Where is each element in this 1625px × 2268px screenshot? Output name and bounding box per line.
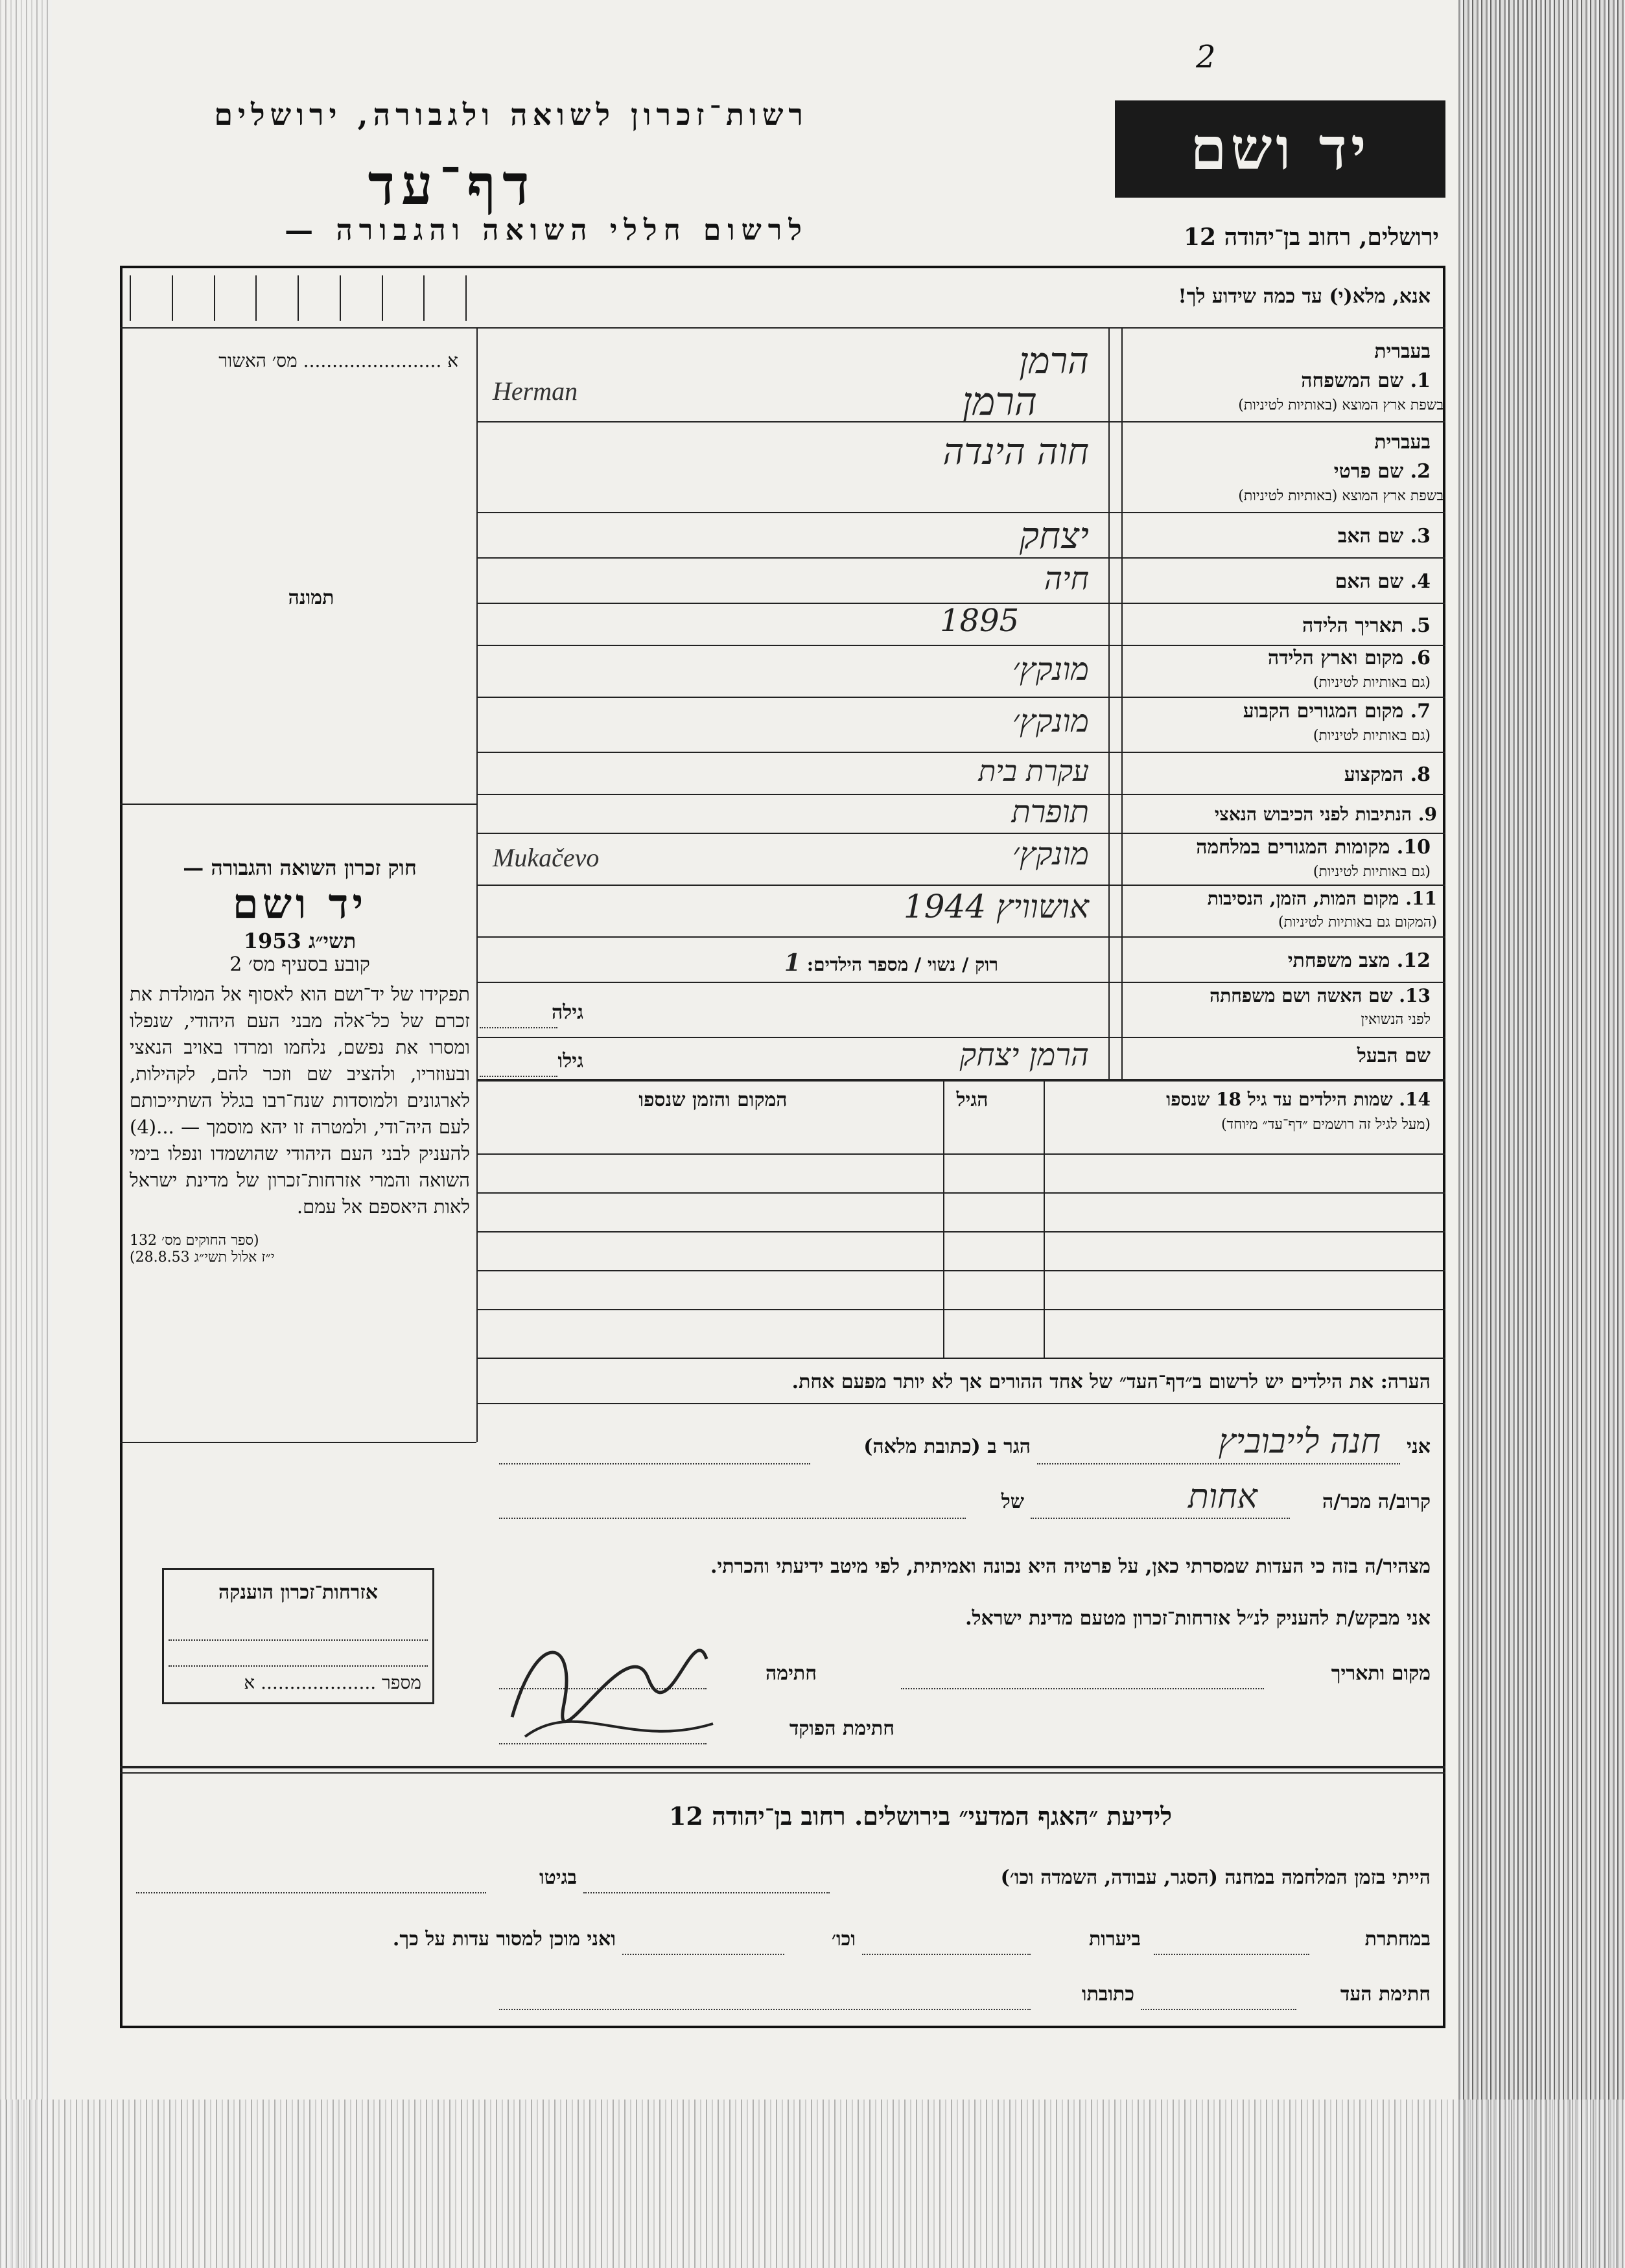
- etc-line: [622, 1954, 784, 1955]
- name-line: [1037, 1463, 1400, 1464]
- field-2-label: 2. שם פרטי: [1333, 460, 1431, 483]
- rule: [476, 1192, 1445, 1194]
- law-text: תפקידו של יד־ושם הוא לאסוף אל המולדת את זכרם של כל־אלה מבני העם היהודי, שנפלו ומסרו את נפשם, נלחמו ומרדו באויב הנאצי ובעוזריו, ולהציב שם וזכר להם, לקהילות, לארגונים ולמוסדות שנח־רבו בגלל השתייכותם לעם היה־ודי, ולמטרה זו יהא מוסמך — ...(4) להעניק לבני העם היהודי שהושמדו ונפלו בימי השואה והמרי אזרחות־זכרון של מדינת ישראל לאות היאספם אל עמם.: [130, 983, 470, 1218]
- given-name: חוה הינדה: [942, 431, 1089, 473]
- rule: [1044, 1079, 1045, 1358]
- etc-label: וכו׳: [832, 1928, 856, 1950]
- law-ref2: י״ז אלול תשי״ג 28.8.53): [130, 1249, 275, 1266]
- certificate-label: א ........................ מס׳ האשור: [218, 350, 458, 371]
- surname-lat: Herman: [493, 376, 578, 406]
- law-ref1: (ספר החוקים מס׳ 132: [130, 1232, 259, 1249]
- rule: [120, 1766, 1445, 1768]
- yad-vashem-logo: יד ושם: [1115, 100, 1445, 198]
- marital-options: רוק / נשוי / מספר הילדים: 1: [784, 949, 998, 977]
- wife-age-label: גילה: [551, 1001, 583, 1024]
- authority-title: רשות־זכרון לשואה ולגבורה, ירושלים: [214, 97, 808, 132]
- mother-name: חיה: [1044, 561, 1089, 597]
- rule: [476, 982, 1445, 983]
- photo-label: תמונה: [288, 586, 334, 609]
- rule: [476, 1153, 1445, 1155]
- lang-hebrew-1: בעברית: [1374, 340, 1431, 363]
- witness-address-line: [499, 2009, 1031, 2010]
- rule: [476, 936, 1445, 938]
- rule: [476, 697, 1445, 698]
- rule: [1121, 327, 1123, 1079]
- wife-age-line: [480, 1027, 557, 1028]
- scan-noise-left: [0, 0, 52, 2268]
- footer-line1: הייתי בזמן המלחמה במחנה (הסגר, עבודה, השמדה וכו׳): [1000, 1866, 1431, 1889]
- code-boxes: [130, 275, 467, 321]
- request: אני מבקש/ת להעניק לנ״ל אזרחות־זכרון מטעם מדינת ישראל.: [965, 1607, 1431, 1630]
- scan-noise-bottom: [0, 2100, 1625, 2268]
- field-3-label: 3. שם האב: [1337, 525, 1431, 548]
- relation-value: אחות: [1188, 1477, 1257, 1516]
- birth-place: מונקץ׳: [1012, 651, 1089, 688]
- rule: [476, 752, 1445, 753]
- relative-label: קרוב/ה מכר/ה: [1322, 1490, 1431, 1513]
- field-13-sub: לפני הנשואין: [1361, 1012, 1431, 1028]
- residence: מונקץ׳: [1012, 703, 1089, 739]
- witness-sign-label: חתימת העד: [1340, 1983, 1431, 2006]
- forests-label: ביערות: [1088, 1928, 1141, 1950]
- forests-line: [862, 1954, 1031, 1955]
- father-name: יצחק: [1019, 515, 1089, 557]
- husband-age-label: גילו: [557, 1050, 583, 1072]
- field-5-label: 5. תאריך הלידה: [1302, 614, 1431, 637]
- law-block: [130, 855, 470, 1266]
- rule: [476, 1309, 1445, 1310]
- rule: [120, 804, 476, 805]
- signature-label: חתימה: [766, 1662, 817, 1685]
- birth-date: 1895: [940, 603, 1020, 639]
- field-6-sub: (גם באותיות לטיניות): [1313, 675, 1431, 691]
- witness-name: חנה לייבוביץ: [1218, 1422, 1381, 1461]
- law-section: קובע בסעיף מס׳ 2: [229, 953, 370, 976]
- husband-label: שם הבעל: [1357, 1045, 1431, 1067]
- field-7-label: 7. מקום המגורים הקבוע: [1243, 700, 1431, 723]
- ghetto-label: בגיטו: [539, 1866, 577, 1889]
- field-10-label: 10. מקומות המגורים במלחמה: [1196, 836, 1431, 859]
- rule: [476, 557, 1445, 559]
- form-subtitle: לרשום חללי השואה והגבורה —: [285, 214, 808, 247]
- wartime-residence-he: מונקץ׳: [1012, 836, 1089, 872]
- of-label: של: [1001, 1490, 1024, 1513]
- rule: [169, 1665, 428, 1667]
- rule: [476, 1270, 1445, 1271]
- scan-noise-right: [1458, 0, 1625, 2268]
- rule: [169, 1639, 428, 1641]
- field-6-label: 6. מקום וארץ הלידה: [1267, 647, 1431, 669]
- field-7-sub: (גם באותיות לטיניות): [1313, 728, 1431, 744]
- willing-testify: ואני מוכן למסור עדות על כך.: [392, 1928, 616, 1950]
- field-13-label: 13. שם האשה ושם משפחתה: [1210, 985, 1431, 1006]
- field-14-sub: (מעל לגיל זה רושמים ״דף־עד״ מיוחד): [1221, 1117, 1431, 1133]
- rule: [476, 1231, 1445, 1232]
- address-label: כתובתו: [1081, 1983, 1134, 2006]
- footer-heading: לידיעת ״האגף המדעי״ בירושלים. רחוב בן־יהודה 12: [668, 1801, 1173, 1831]
- underground-label: במחתרת: [1364, 1928, 1431, 1950]
- underground-line: [1154, 1954, 1309, 1955]
- witness-sign-line: [1141, 2009, 1296, 2010]
- place-date-line: [901, 1688, 1264, 1689]
- rule: [120, 327, 1445, 329]
- rule: [476, 512, 1445, 513]
- place-date-label: מקום ותאריך: [1331, 1662, 1431, 1685]
- husband-age-line: [480, 1076, 557, 1077]
- rule: [1108, 327, 1110, 1079]
- field-9-label: 9. הנתיבות לפני הכיבוש הנאצי: [1214, 804, 1437, 825]
- pre-occupation-status: תופרת: [1011, 794, 1089, 830]
- lang-hebrew-2: בעברית: [1374, 431, 1431, 454]
- statement: מצהיר/ה בזה כי העדות שמסרתי כאן, על פרטיה היא נכונה ואמיתית, לפי מיטב ידיעתי והכרתי.: [710, 1555, 1431, 1578]
- rule: [476, 1358, 1445, 1359]
- citizenship-number: מספר .................... א: [244, 1672, 421, 1693]
- field-14-label: 14. שמות הילדים עד גיל 18 שנספו: [1166, 1089, 1431, 1110]
- death-place: אושוויץ 1944: [903, 888, 1089, 925]
- col-age: הגיל: [956, 1089, 988, 1111]
- rule: [476, 1079, 1445, 1082]
- i-am-label: אני: [1407, 1435, 1431, 1458]
- law-year: תשי״ג 1953: [243, 929, 357, 953]
- children-note: הערה: את הילדים יש לרשום ב״דף־העד״ של אחד ההורים אך לא יותר מפעם אחת.: [791, 1371, 1431, 1393]
- field-12-label: 12. מצב משפחתי: [1287, 949, 1431, 972]
- field-1-label: 1. שם המשפחה: [1301, 369, 1431, 392]
- relation-line: [1031, 1518, 1290, 1519]
- signature-scribble: [499, 1601, 732, 1756]
- camp-line: [583, 1892, 830, 1893]
- rule: [476, 1403, 1445, 1404]
- rule: [120, 1772, 1445, 1774]
- top-mark: 2: [1196, 39, 1216, 75]
- ghetto-line: [136, 1892, 486, 1893]
- of-line: [499, 1518, 966, 1519]
- officer-signature-label: חתימת הפוקד: [789, 1717, 894, 1740]
- field-10-sub: (גם באותיות לטיניות): [1313, 864, 1431, 880]
- field-2-sub: בשפת ארץ המוצא (באותיות לטיניות): [1238, 488, 1444, 504]
- rule: [120, 1442, 476, 1443]
- col-place: המקום והזמן שנספו: [638, 1089, 788, 1111]
- field-4-label: 4. שם האם: [1335, 570, 1431, 593]
- surname-he-2: הרמן: [962, 379, 1037, 424]
- wartime-residence-lat: Mukačevo: [493, 843, 600, 872]
- address-line: [499, 1463, 810, 1464]
- citizenship-title: אזרחות־זכרון הוענקה: [218, 1581, 379, 1604]
- husband-name: הרמן יצחק: [959, 1037, 1089, 1073]
- field-11-label: 11. מקום המות, הזמן, הנסיבות: [1207, 888, 1437, 909]
- rule: [476, 885, 1445, 886]
- rule: [476, 645, 1445, 646]
- residing-label: הגר ב (כתובת מלאה): [863, 1435, 1031, 1458]
- field-8-label: 8. המקצוע: [1344, 763, 1431, 786]
- surname-he: הרמן: [1019, 340, 1089, 382]
- address: ירושלים, רחוב בן־יהודה 12: [1183, 224, 1439, 251]
- form-title: דף־עד: [368, 152, 536, 218]
- profession: עקרת בית: [978, 755, 1089, 788]
- rule: [943, 1079, 944, 1358]
- field-1-sub: בשפת ארץ המוצא (באותיות לטיניות): [1238, 397, 1444, 413]
- rule: [476, 833, 1445, 834]
- instructions: אנא, מלא(י) עד כמה שידוע לך!: [1178, 285, 1431, 308]
- law-name: יד ושם: [232, 880, 368, 929]
- law-heading: חוק זכרון השואה והגבורה —: [183, 855, 417, 880]
- field-11-sub: (המקום גם באותיות לטיניות): [1278, 914, 1437, 931]
